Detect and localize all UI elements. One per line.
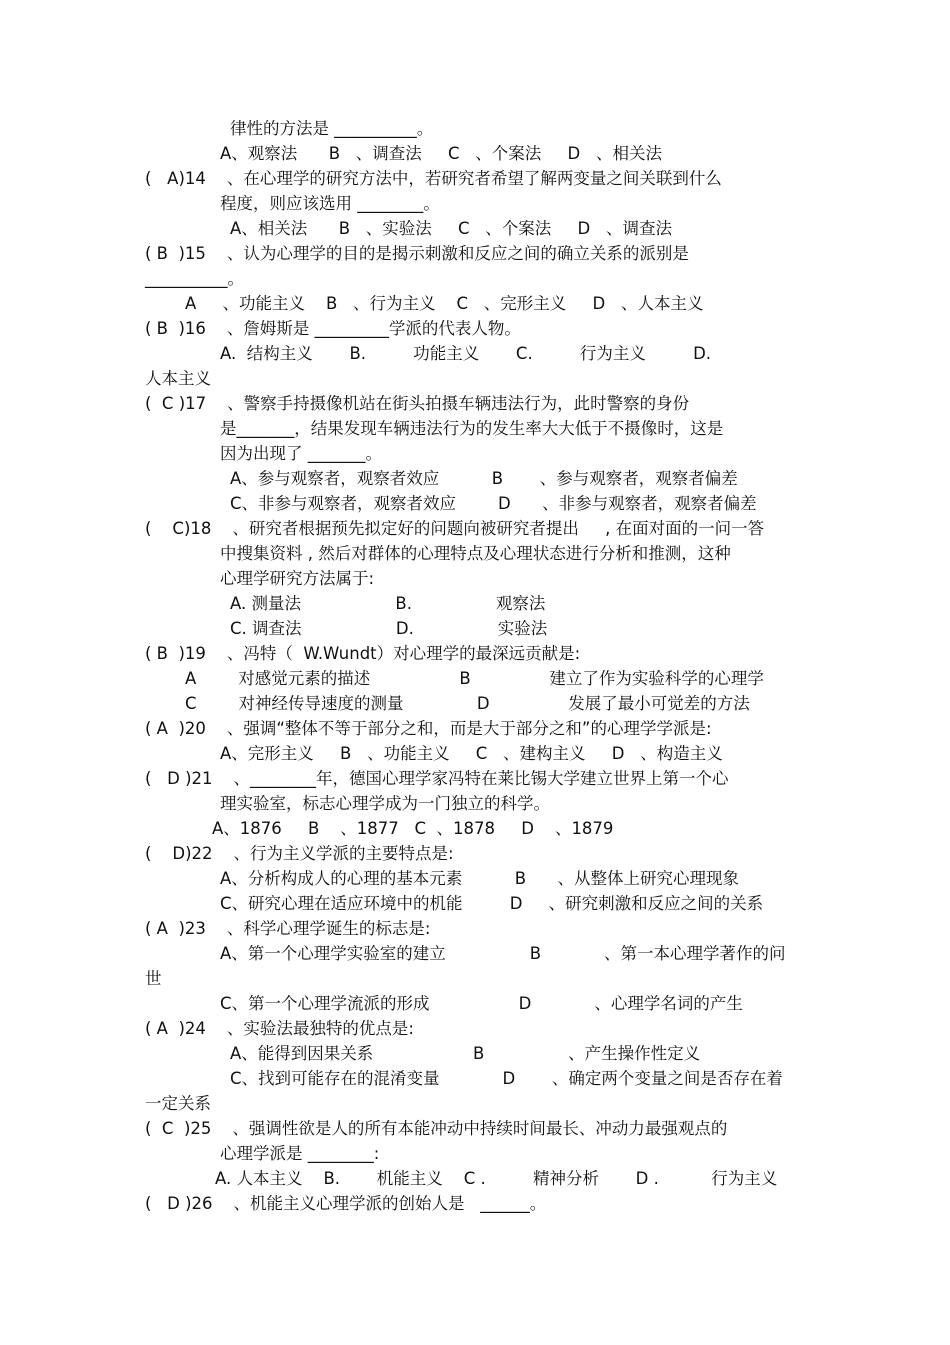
text-line: 心理学派是 ________: [220,1144,380,1163]
options-line: A、观察法 B 、调查法 C 、个案法 D 、相关法 [220,144,662,163]
options-line: C、找到可能存在的混淆变量 D 、确定两个变量之间是否存在着 [230,1069,783,1088]
options-line: A. 结构主义 B. 功能主义 C. 行为主义 D. [220,344,712,363]
options-line: A 对感觉元素的描述 B 建立了作为实验科学的心理学 [185,669,764,688]
question-line: ( D)22 、行为主义学派的主要特点是: [145,844,454,863]
text-line: 理实验室，标志心理学成为一门独立的科学。 [220,794,550,813]
question-line: ( D )26 、机能主义心理学派的创始人是 ______。 [145,1194,547,1213]
options-line: C 对神经传导速度的测量 D 发展了最小可觉差的方法 [185,694,750,713]
text-line: 中搜集资料 , 然后对群体的心理特点及心理状态进行分析和推测，这种 [220,544,731,563]
question-line: ( C )17 、警察手持摄像机站在街头拍摄车辆违法行为，此时警察的身份 [145,394,690,413]
question-line: ( A)14 、在心理学的研究方法中，若研究者希望了解两变量之间关联到什么 [145,169,722,188]
text-line: 是_______，结果发现车辆违法行为的发生率大大低于不摄像时，这是 [220,419,724,438]
options-line: C、非参与观察者，观察者效应 D 、非参与观察者，观察者偏差 [230,494,757,513]
question-line: ( D )21 、________年，德国心理学家冯特在莱比锡大学建立世界上第一个心 [145,769,729,788]
options-line: C. 调查法 D. 实验法 [230,619,548,638]
text-line: 世 [145,969,162,988]
options-line: A、能得到因果关系 B 、产生操作性定义 [230,1044,701,1063]
question-line: ( A )23 、科学心理学诞生的标志是: [145,919,431,938]
question-line: ( C )25 、强调性欲是人的所有本能冲动中持续时间最长、冲动力最强观点的 [145,1119,728,1138]
text-line: 程度，则应该选用 ________。 [220,194,440,213]
options-line: A、完形主义 B 、功能主义 C 、建构主义 D 、构造主义 [220,744,723,763]
text-line: 律性的方法是 __________。 [230,119,434,138]
text-line: 因为出现了 _______。 [220,444,382,463]
text-line: 心理学研究方法属于: [220,569,375,588]
options-line: A. 人本主义 B. 机能主义 C . 精神分析 D . 行为主义 [215,1169,778,1188]
options-line: A 、功能主义 B 、行为主义 C 、完形主义 D 、人本主义 [185,294,704,313]
question-line: ( B )15 、认为心理学的目的是揭示刺激和反应之间的确立关系的派别是 [145,244,689,263]
question-line: ( C)18 、研究者根据预先拟定好的问题向被研究者提出 , 在面对面的一问一答 [145,519,765,538]
question-line: ( B )16 、詹姆斯是 _________学派的代表人物。 [145,319,521,338]
text-line: 人本主义 [145,369,211,388]
options-line: A、分析构成人的心理的基本元素 B 、从整体上研究心理现象 [220,869,740,888]
options-line: A. 测量法 B. 观察法 [230,594,546,613]
question-line: ( A )24 、实验法最独特的优点是: [145,1019,414,1038]
options-line: C、研究心理在适应环境中的机能 D 、研究刺激和反应之间的关系 [220,894,764,913]
question-line: ( B )19 、冯特（ W.Wundt）对心理学的最深远贡献是: [145,644,581,663]
text-line: __________。 [145,269,244,288]
options-line: A、相关法 B 、实验法 C 、个案法 D 、调查法 [230,219,672,238]
text-line: 一定关系 [145,1094,211,1113]
options-line: C、第一个心理学流派的形成 D 、心理学名词的产生 [220,994,743,1013]
question-line: ( A )20 、强调“整体不等于部分之和，而是大于部分之和”的心理学学派是: [145,719,712,738]
options-line: A、1876 B 、1877 C 、1878 D 、1879 [212,819,614,838]
options-line: A、参与观察者，观察者效应 B 、参与观察者，观察者偏差 [230,469,738,488]
options-line: A、第一个心理学实验室的建立 B 、第一本心理学著作的问 [220,944,786,963]
